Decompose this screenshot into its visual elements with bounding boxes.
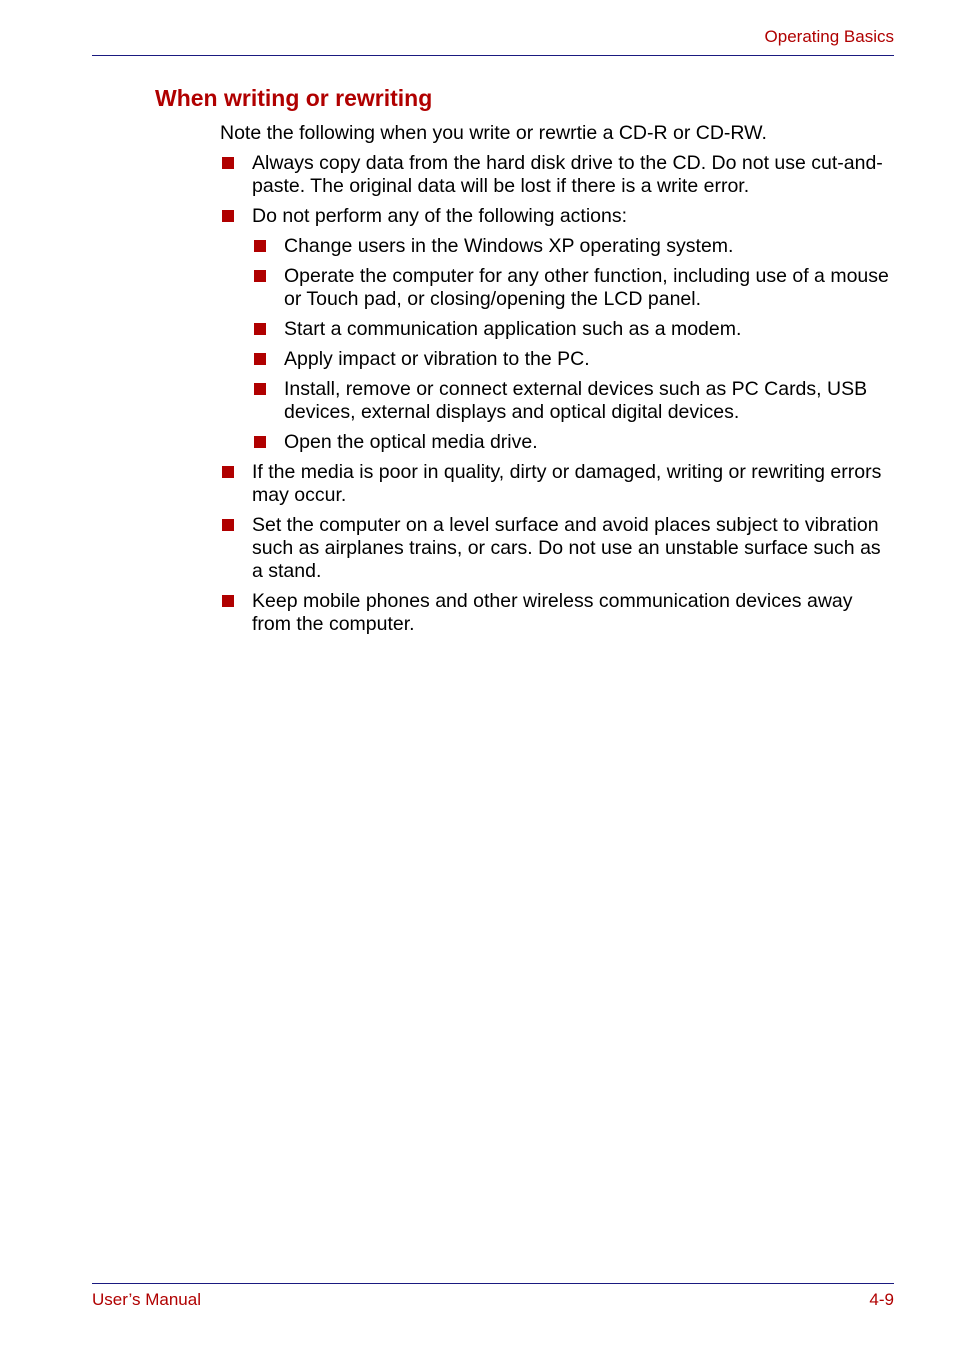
square-bullet-icon <box>222 210 234 222</box>
square-bullet-icon <box>254 240 266 252</box>
footer-rule <box>92 1283 894 1284</box>
square-bullet-icon <box>254 383 266 395</box>
sub-list-item <box>252 431 896 454</box>
footer-manual-title: User’s Manual <box>92 1290 201 1309</box>
list-item <box>220 152 896 198</box>
intro-paragraph: Note the following when you write or rewrtie a CD-R or CD-RW. <box>220 122 767 144</box>
square-bullet-icon <box>222 595 234 607</box>
running-header: Operating Basics <box>764 27 894 46</box>
sub-list-item-text: Open the optical media drive. <box>284 431 538 453</box>
square-bullet-icon <box>222 519 234 531</box>
square-bullet-icon <box>254 353 266 365</box>
list-item <box>220 590 896 636</box>
section-heading: When writing or rewriting <box>155 85 433 111</box>
square-bullet-icon <box>254 323 266 335</box>
sub-list-item <box>252 378 896 424</box>
sub-list-item <box>252 348 896 371</box>
square-bullet-icon <box>222 466 234 478</box>
sub-bullet-list <box>252 235 896 454</box>
list-item <box>220 514 896 583</box>
square-bullet-icon <box>254 270 266 282</box>
square-bullet-icon <box>222 157 234 169</box>
list-item-text: Always copy data from the hard disk drive to the CD. Do not use cut-and-paste. The original data will be lost if there is a write error. <box>252 152 883 197</box>
list-item-text: Do not perform any of the following actions: <box>252 205 628 227</box>
page-number: 4-9 <box>869 1290 894 1309</box>
sub-list-item-text: Install, remove or connect external devices such as PC Cards, USB devices, external displays and optical digital devices. <box>284 378 868 423</box>
bullet-list <box>220 152 896 636</box>
list-item-text: Set the computer on a level surface and avoid places subject to vibration such as airplanes trains, or cars. Do not use an unstable surface such as a stand. <box>252 514 881 582</box>
square-bullet-icon <box>254 436 266 448</box>
list-item <box>220 205 896 454</box>
sub-list-item-text: Start a communication application such as a modem. <box>284 318 742 340</box>
header-rule <box>92 55 894 56</box>
sub-list-item-text: Apply impact or vibration to the PC. <box>284 348 590 370</box>
sub-list-item <box>252 235 896 258</box>
sub-list-item <box>252 265 896 311</box>
list-item-text: If the media is poor in quality, dirty or damaged, writing or rewriting errors may occur. <box>252 461 882 506</box>
sub-list-item-text: Change users in the Windows XP operating system. <box>284 235 734 257</box>
list-item-text: Keep mobile phones and other wireless communication devices away from the computer. <box>252 590 853 635</box>
sub-list-item-text: Operate the computer for any other function, including use of a mouse or Touch pad, or closing/opening the LCD panel. <box>284 265 889 310</box>
list-item <box>220 461 896 507</box>
sub-list-item <box>252 318 896 341</box>
section-body <box>220 122 896 643</box>
